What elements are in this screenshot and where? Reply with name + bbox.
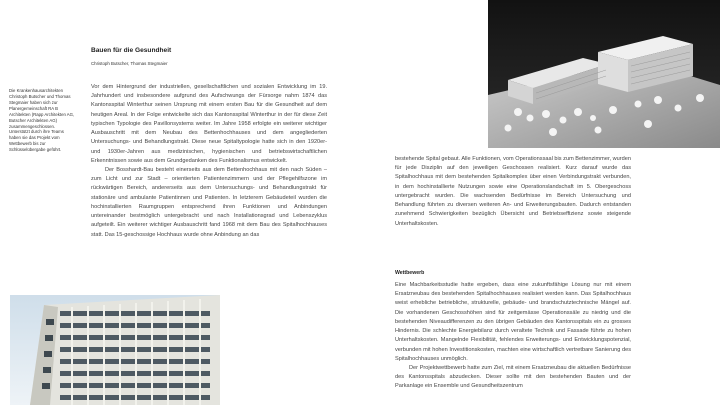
left-column-text xyxy=(91,83,327,240)
paragraph: Eine Machbarkeitsstudie hatte ergeben, dass eine zukunftsfähige Lösung nur mit einem Ersatzneubau des bestehenden Spitalhochhauses realisiert werden kann. Das Spitalhochhaus weist erhebliche betriebliche, strukturelle, gebäude- und brandschutztechnische Mängel auf. Die vorhandenen Geschosshöhen sind für zeitgemässe Operationssäle zu niedrig und die bestehenden Niveaudifferenzen zu den übrigen Gebäuden des Kantonsspitals ein zu grosses Hindernis. Die schlechte Energiebilanz durch veraltete Technik und Fassade führte zu hohen Unterhaltskosten. Mangelnde Flexibilität, fehlendes Erweiterungs- und Entwicklungspotenzial, verbunden mit hohen Investitionskosten, machten eine wirtschaftlich vertretbare Sanierung des Spitalhochhauses unmöglich. xyxy=(395,282,631,362)
paragraph: Der Bosshardt-Bau besteht einerseits aus dem Bettenhochhaus mit den nach Süden – zum Licht und zur Stadt – orientierten Patientenzimmern und der Pflegehilfszone im rückwärtigen Bereich, andererseits aus dem Untersuchungs- und Behandlungstrakt für stationäre und ambulante Patientinnen und Patienten. In letzterem Gebäudeteil wurden die hochinstallierten Raumgruppen entsprechend ihren Funktionen und Anbindungen untereinander bestmöglich untergebracht und nach Installationsgrad und Lebenszyklus aufgeteilt. Ein weiterer wichtiger Ausbauschritt fand 1968 mit dem Bau des Spitalhochhauses statt. Das 15-geschossige Hochhaus wurde ohne Anbindung an das xyxy=(91,166,327,238)
article-authors: Christoph Butscher, Thomas Stegmaier xyxy=(91,61,168,66)
architectural-model-photo xyxy=(488,0,720,148)
author-side-note: Die Krankenhausarchitekten Christoph Butscher und Thomas Stegmaier haben sich zur Planergemeinschaft RA B Architekten (Rapp Architekten AG, Butscher Architekten AG) zusammengeschlossen. Unterstützt durch ihre Teams haben sie das Projekt vom Wettbewerb bis zur Schlüsselübergabe geführt. xyxy=(9,88,75,153)
model-illustration xyxy=(488,0,720,148)
right-column-text-bottom xyxy=(395,281,631,392)
section-heading-wettbewerb: Wettbewerb xyxy=(395,270,425,276)
facade-illustration xyxy=(10,295,220,405)
paragraph: Der Projektwettbewerb hatte zum Ziel, mit einem Ersatzneubau die aktuellen Bedürfnisse des Kantonsspitals abzudecken. Dieser sollte mit den bestehenden Bauten und der Parkanlage ein Ensemble und Gesundheitszentrum xyxy=(395,364,631,390)
building-facade-photo xyxy=(10,295,220,405)
paragraph: Vor dem Hintergrund der industriellen, gesellschaftlichen und sozialen Entwicklung im 19. Jahrhundert und insbesondere aufgrund des Aufschwungs der Fürsorge nahm 1874 das Kantonsspital Winterthur seinen Ursprung mit einem ersten Bau für die Gesundheit auf dem heutigen Areal. In der Folge entwickelte sich das Kantonsspital Winterthur in der für diese Zeit typischen Typologie des Pavillonsystems weiter. Im Jahre 1958 erfolgte ein weiterer wichtiger Ausbauschritt mit dem Neubau des Bettenhochhauses und dem angegliederten Untersuchungs- und Behandlungstrakt. Diese neue Spitaltypologie hatte sich in den 1920er- und 1930er-Jahren aus medizinischen, hygienischen und betriebswirtschaftlichen Erkenntnissen sowie aus dem Grundgedanken des Funktionalismus entwickelt. xyxy=(91,84,327,164)
article-title: Bauen für die Gesundheit xyxy=(91,47,172,54)
right-column-text-top: bestehende Spital gebaut. Alle Funktionen, vom Operationssaal bis zum Bettenzimmer, wurden für jede Disziplin auf den jeweiligen Geschossen realisiert. Kurz darauf wurde das Spitalhochhaus mit dem bestehenden Spitalkomplex über einen Verbindungstrakt verbunden, in dem hochinstallierte Nutzungen sowie eine Operationslandschaft im 5. Obergeschoss untergebracht wurden. Die wachsenden Bedürfnisse im Bereich Untersuchung und Behandlung führten zu diversen weiteren An- und Erweiterungsbauten. Dadurch entstanden zunehmend Schwierigkeiten bezüglich Übersicht und Betriebseffizienz sowie steigende Unterhaltskosten. xyxy=(395,156,631,227)
